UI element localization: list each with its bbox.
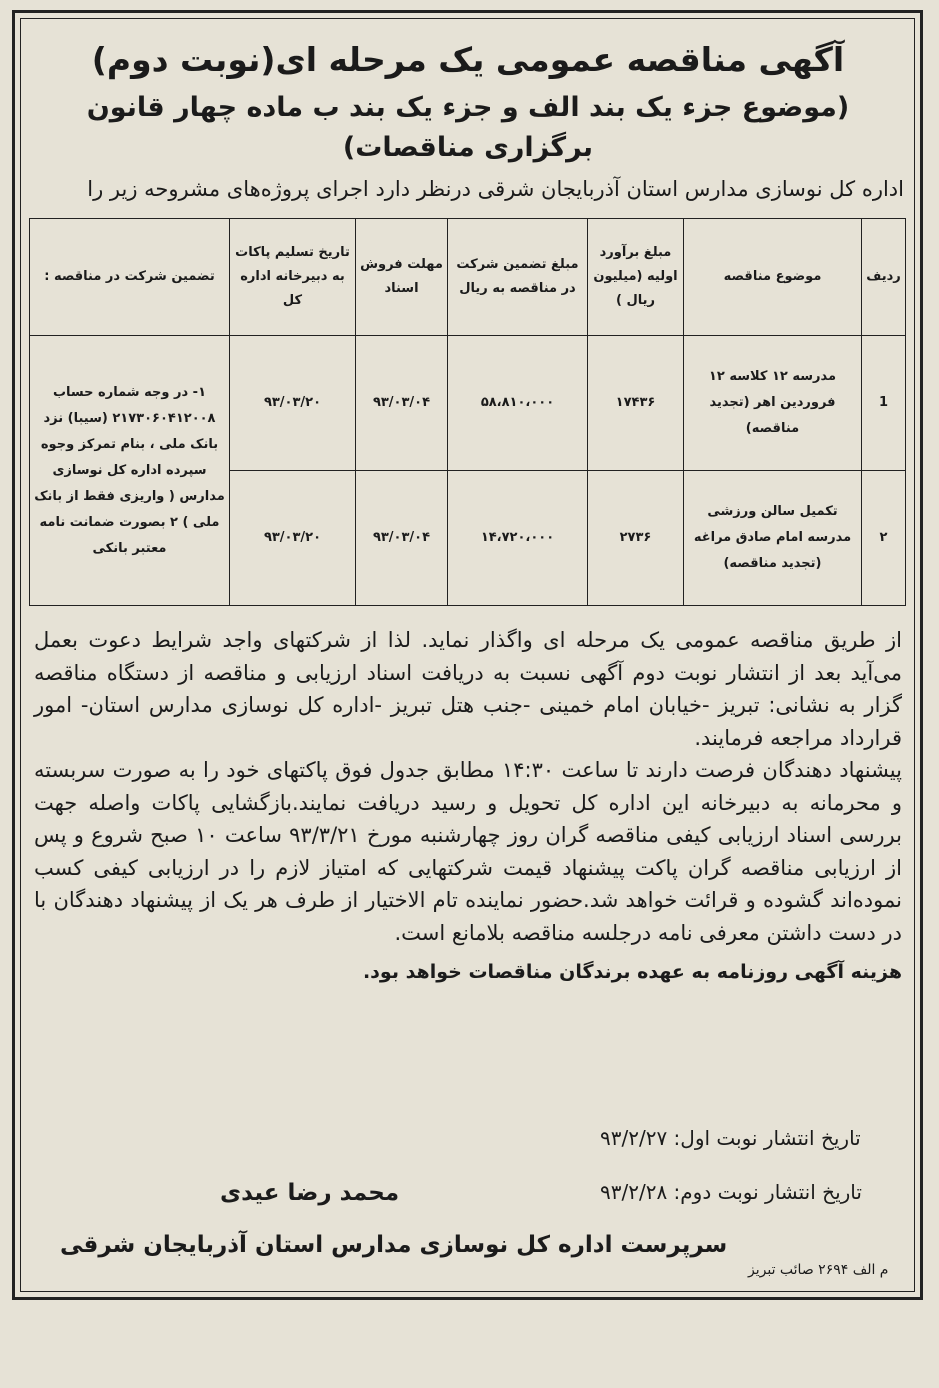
body-paragraph-2: پیشنهاد دهندگان فرصت دارند تا ساعت ۱۴:۳۰ مطابق جدول فوق پاکتهای خود را به صورت سربسته و محرمانه به دبیرخانه این اداره کل تحویل و رسید دریافت نمایند.بازگشایی پاکات واصله جهت بررسی اسناد ارزیابی کیفی مناقصه گران روز چهارشنبه مورخ ۹۳/۳/۲۱ ساعت ۱۰ صبح شروع و پس از ارزیابی مناقصه گران پاکت پیشنهاد قیمت شرکتهایی که امتیاز لازم را در ارزیابی کیفی کسب نموده‌اند گشوده و قرائت خواهد شد.حضور نماینده تام الاختیار از طرف هر یک از پیشنهاد دهندگان با در دست داشتن معرفی نامه درجلسه مناقصه بلامانع است.	[34, 758, 902, 945]
notice-intro: اداره کل نوسازی مدارس استان آذربایجان شرقی درنظر دارد اجرای پروژه‌های مشروحه زیر را	[87, 177, 904, 201]
row-subject: تکمیل سالن ورزشی مدرسه امام صادق مراغه (تجدید مناقصه)	[684, 471, 862, 606]
table-row	[30, 336, 906, 471]
header-estimate: مبلغ برآورد اولیه (میلیون ریال )	[588, 219, 684, 336]
row-sale-deadline: ۹۳/۰۳/۰۴	[356, 336, 448, 471]
cost-note: هزینه آگهی روزنامه به عهده برندگان مناقصات خواهد بود.	[362, 961, 902, 983]
row-estimate: ۱۷۴۳۶	[588, 336, 684, 471]
header-deposit: مبلغ تضمین شرکت در مناقصه به ریال	[448, 219, 588, 336]
row-delivery-date: ۹۳/۰۳/۲۰	[230, 471, 356, 606]
reference-code: م الف ۲۶۹۴ صائب تبریز	[748, 1262, 889, 1278]
row-subject: مدرسه ۱۲ کلاسه ۱۲ فروردین اهر (تجدید مناقصه)	[684, 336, 862, 471]
notice-title: آگهی مناقصه عمومی یک مرحله ای(نوبت دوم)	[91, 40, 845, 79]
row-deposit: ۱۴،۷۲۰،۰۰۰	[448, 471, 588, 606]
row-number: ۲	[862, 471, 906, 606]
header-row-number: ردیف	[862, 219, 906, 336]
second-publication-date: تاریخ انتشار نوبت دوم: ۹۳/۲/۲۸	[600, 1180, 862, 1204]
tender-table	[29, 218, 906, 606]
signatory-name: محمد رضا عیدی	[220, 1180, 400, 1206]
row-estimate: ۲۷۳۶	[588, 471, 684, 606]
row-delivery-date: ۹۳/۰۳/۲۰	[230, 336, 356, 471]
notice-body	[34, 624, 902, 949]
row-deposit: ۵۸،۸۱۰،۰۰۰	[448, 336, 588, 471]
row-sale-deadline: ۹۳/۰۳/۰۴	[356, 471, 448, 606]
guarantee-cell: ۱- در وجه شماره حساب ۲۱۷۳۰۶۰۴۱۲۰۰۸ (سیبا) نزد بانک ملی ، بنام تمرکز وجوه سپرده اداره کل نوسازی مدارس ( واریزی فقط از بانک ملی ) ۲ بصورت ضمانت نامه معتبر بانکی	[30, 336, 230, 606]
notice-subtitle: (موضوع جزء یک بند الف و جزء یک بند ب ماده چهار قانون برگزاری مناقصات)	[86, 92, 850, 163]
row-number: 1	[862, 336, 906, 471]
header-subject: موضوع مناقصه	[684, 219, 862, 336]
header-sale-deadline: مهلت فروش اسناد	[356, 219, 448, 336]
signatory-title: سرپرست اداره کل نوسازی مدارس استان آذربایجان شرقی	[60, 1232, 728, 1258]
table-header-row	[30, 219, 906, 336]
body-paragraph-1: از طریق مناقصه عمومی یک مرحله ای واگذار نماید. لذا از شرکتهای واجد شرایط دعوت بعمل می‌آید بعد از انتشار نوبت دوم آگهی نسبت به دریافت اسناد ارزیابی و مناقصه از دستگاه مناقصه گزار به نشانی: تبریز -خیابان امام خمینی -جنب هتل تبریز -اداره کل نوسازی مدارس استان- امور قرارداد مراجعه فرمایند.	[34, 628, 902, 750]
header-guarantee: تضمین شرکت در مناقصه :	[30, 219, 230, 336]
notice-content	[28, 28, 908, 991]
header-delivery-date: تاریخ تسلیم پاکات به دبیرخانه اداره کل	[230, 219, 356, 336]
first-publication-date: تاریخ انتشار نوبت اول: ۹۳/۲/۲۷	[600, 1126, 861, 1150]
